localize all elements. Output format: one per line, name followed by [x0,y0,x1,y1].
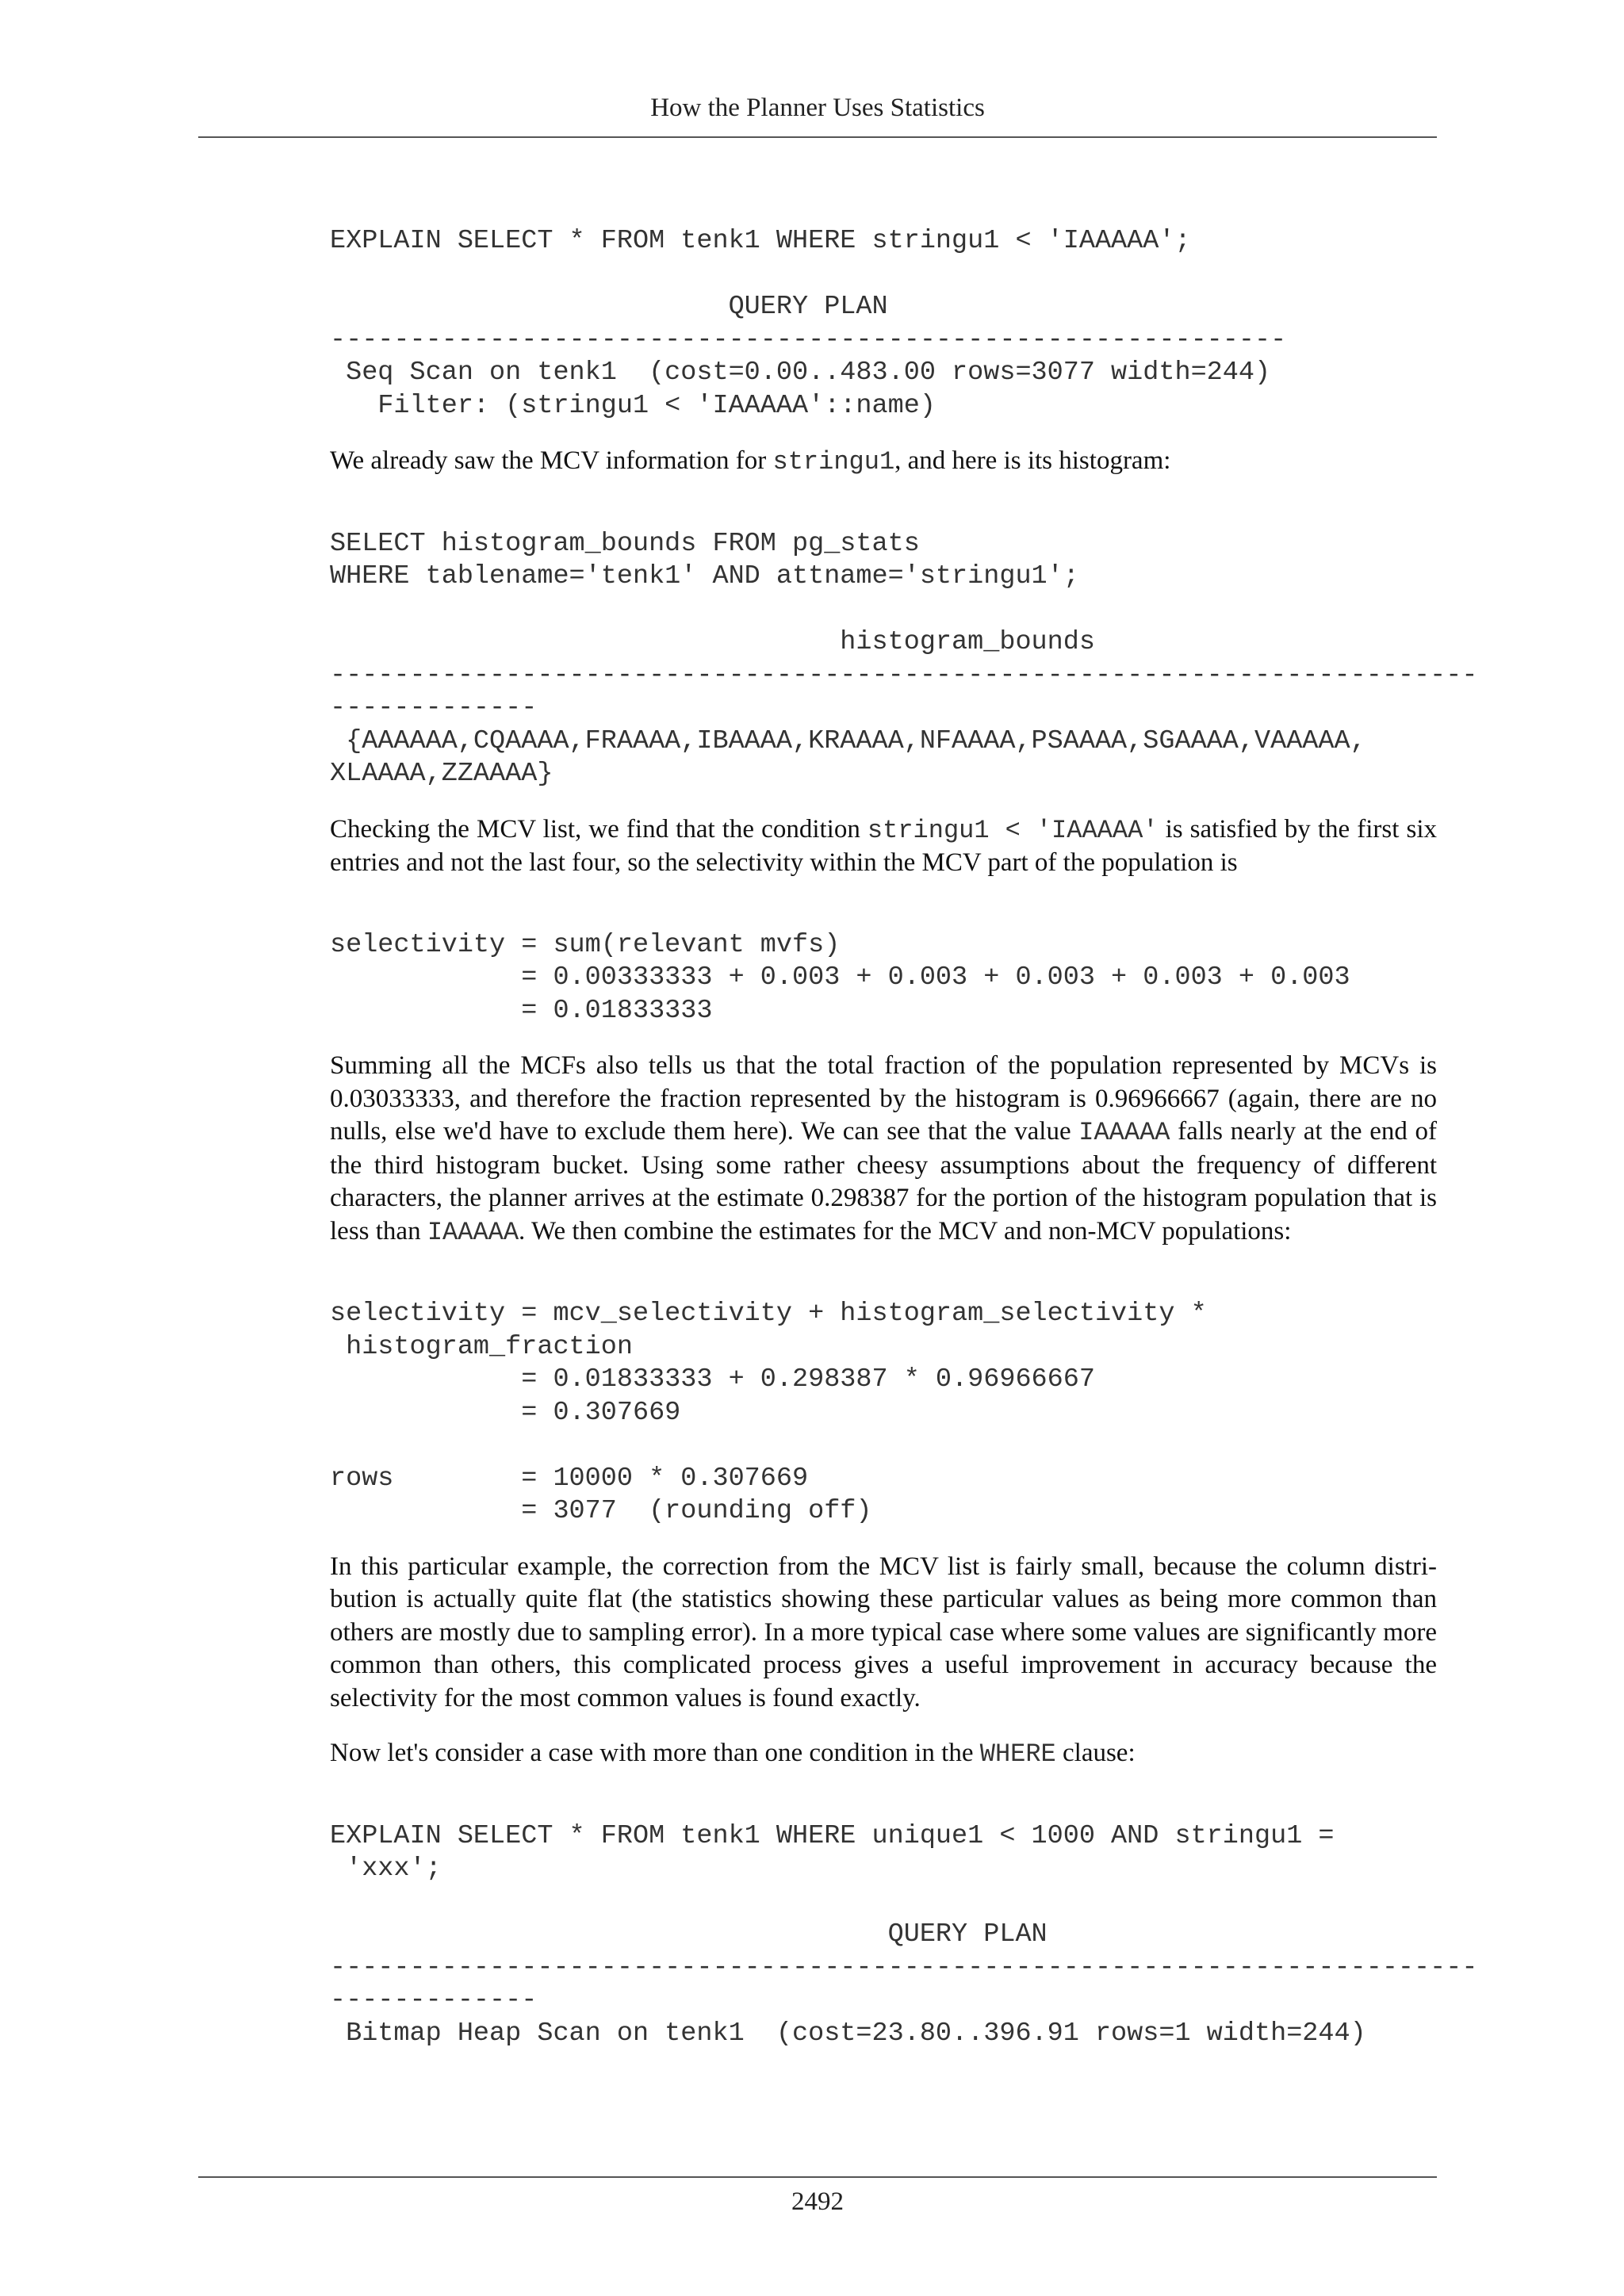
page-content [330,225,1478,2050]
page-number: 2492 [791,2187,844,2216]
paragraph-text: Now let's consider a case with more than one condition in the [330,1739,980,1767]
paragraph-mcv-histogram [330,445,1437,479]
code-block-selectivity-combined: selectivity = mcv_selectivity + histogram_selectivity * histogram_fraction = 0.01833333 + 0.298387 * 0.96966667 = 0.307669 rows = 10000 * 0.307669 = 3077 (rounding off) [330,1299,1207,1526]
paragraph-text: Summing all the MCFs also tells us that the total fraction of the population represented by MCVs is 0.03033333, and therefore the fraction represented by the histogram is 0.96966667 (again, there are no nulls, else we'd have to exclude them here). We can see that the value [330,1051,1437,1146]
inline-code: IAAAAA [1078,1118,1170,1147]
code-block-explain-seqscan: EXPLAIN SELECT * FROM tenk1 WHERE stringu1 < 'IAAAAA'; QUERY PLAN ------------------------------------------------------------ Seq Scan on tenk1 (cost=0.00..483.00 rows=3077 width=244) Filter: (stringu1 < 'IAAAAA'::name) [330,226,1287,421]
code-block-histogram-bounds: SELECT histogram_bounds FROM pg_stats WHERE tablename='tenk1' AND attname='stringu1'; histogram_bounds ------------------------------------------------------------------------ ------------- {AAAAAA,CQAAAA,FRAAAA,IBAAAA,KRAAAA,NFAAAA,PSAAAA,SGAAAA,VAAAAA, XLAAAA,ZZAAAA} [330,528,1478,789]
paragraph-text: . We then combine the estimates for the MCV and non-MCV populations: [519,1216,1292,1246]
paragraph-text: We already saw the MCV information for [330,446,773,475]
inline-code: IAAAAA [427,1217,519,1247]
paragraph-correction: In this particular example, the correction from the MCV list is fairly small, because the column distri-bution is actually quite flat (the statistics showing these particular values as being more common than others are mostly due to sampling error). In a more typical case where some values are significantly more common than others, this complicated process gives a useful improvement in accuracy because the selectivity for the most common values is found exactly. [330,1552,1437,1712]
paragraph-text: Checking the MCV list, we find that the condition [330,814,868,844]
paragraph-multiple-conditions [330,1737,1437,1771]
footer-rule [198,2176,1437,2178]
paragraph-text: clause: [1055,1739,1136,1767]
paragraph-text: is satisfied by the first six entries and not the last four, so the selectivity within the MCV part of the population is [330,814,1438,877]
page-header: How the Planner Uses Statistics [650,94,985,122]
paragraph-text: falls nearly at the end of the third histogram bucket. Using some rather cheesy assumptions about the frequency of different characters, the planner arrives at the estimate 0.298387 for the portion of the histogram population that is less than [330,1117,1437,1246]
inline-code: WHERE [979,1739,1056,1769]
code-block-explain-bitmap: EXPLAIN SELECT * FROM tenk1 WHERE unique1 < 1000 AND stringu1 = 'xxx'; QUERY PLAN ------------------------------------------------------------------------ ------------- Bitmap Heap Scan on tenk1 (cost=23.80..396.91 rows=1 width=244) [330,1820,1478,2049]
paragraph-mcv-check [330,813,1437,880]
paragraph-histogram-fraction [330,1050,1437,1249]
paragraph-text: , and here is its histogram: [894,446,1171,475]
code-block-selectivity-sum: selectivity = sum(relevant mvfs) = 0.00333333 + 0.003 + 0.003 + 0.003 + 0.003 + 0.003 = 0.01833333 [330,929,1350,1026]
inline-code: stringu1 [772,447,895,476]
inline-code: stringu1 < 'IAAAAA' [867,815,1159,845]
header-rule [198,136,1437,138]
